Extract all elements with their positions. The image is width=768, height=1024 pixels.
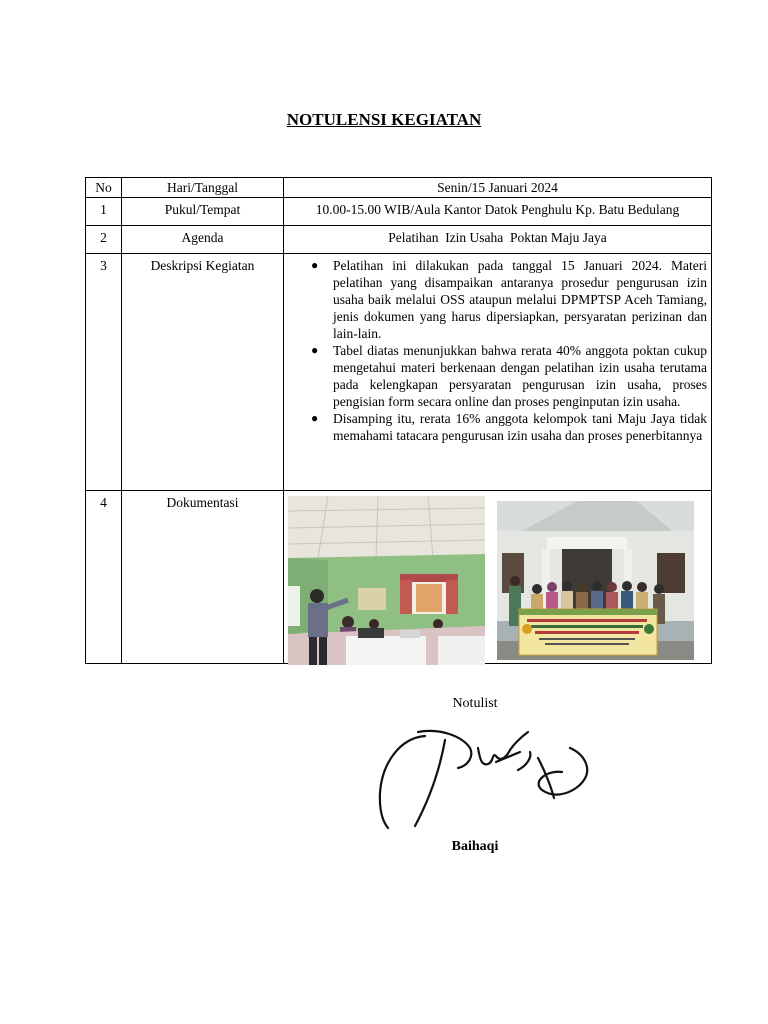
group-photo xyxy=(497,501,694,660)
row-number: 1 xyxy=(86,198,122,226)
table-row-documentation xyxy=(86,491,712,664)
row-number: 4 xyxy=(86,491,122,664)
row-number: 2 xyxy=(86,226,122,254)
description-text: Disamping itu, rerata 16% anggota kelompok tani Maju Jaya tidak memahami tatacara pengurusan izin usaha dan proses penerbitannya xyxy=(333,411,707,443)
bullet-icon: ● xyxy=(311,343,319,357)
table-row-date xyxy=(86,178,712,198)
field-value-agenda: Pelatihan Izin Usaha Poktan Maju Jaya xyxy=(284,226,712,254)
handwritten-signature xyxy=(370,718,600,833)
field-label-documentation: Dokumentasi xyxy=(122,491,284,664)
bullet-icon: ● xyxy=(311,411,319,425)
field-label-time-place: Pukul/Tempat xyxy=(122,198,284,226)
description-text: Pelatihan ini dilakukan pada tanggal 15 Januari 2024. Materi pelatihan yang disampaikan antaranya prosedur pengurusan izin usaha baik melalui OSS ataupun melalui DPMPTSP Aceh Tamiang, jenis dokumen yang harus dipersiapkan, persyaratan perizinan dan lain-lain. xyxy=(333,258,707,341)
field-value-time-place: 10.00-15.00 WIB/Aula Kantor Datok Penghulu Kp. Batu Bedulang xyxy=(284,198,712,226)
training-room-photo xyxy=(288,496,485,665)
row-number: No xyxy=(86,178,122,198)
field-label-description: Deskripsi Kegiatan xyxy=(122,254,284,491)
table-row-time-place xyxy=(86,198,712,226)
description-list xyxy=(288,257,707,444)
description-item xyxy=(311,342,707,410)
notulist-label: Notulist xyxy=(452,696,498,711)
field-label-date: Hari/Tanggal xyxy=(122,178,284,198)
documentation-photos xyxy=(284,491,712,664)
description-text: Tabel diatas menunjukkan bahwa rerata 40% anggota poktan cukup mengetahui materi berkenaan dengan pelatihan izin usaha terutama pada kelengkapan persyaratan pengurusan izin usaha, proses pengisian form secara online dan proses penginputan izin usaha. xyxy=(333,343,707,409)
document-title: NOTULENSI KEGIATAN xyxy=(286,110,482,129)
table-row-agenda xyxy=(86,226,712,254)
row-number: 3 xyxy=(86,254,122,491)
field-label-agenda: Agenda xyxy=(122,226,284,254)
bullet-icon: ● xyxy=(311,258,319,272)
field-value-date: Senin/15 Januari 2024 xyxy=(284,178,712,198)
table-row-description xyxy=(86,254,712,491)
description-item xyxy=(311,257,707,342)
minutes-table xyxy=(85,177,712,664)
description-item xyxy=(311,410,707,444)
field-value-description xyxy=(284,254,712,491)
signer-name: Baihaqi xyxy=(451,839,499,854)
